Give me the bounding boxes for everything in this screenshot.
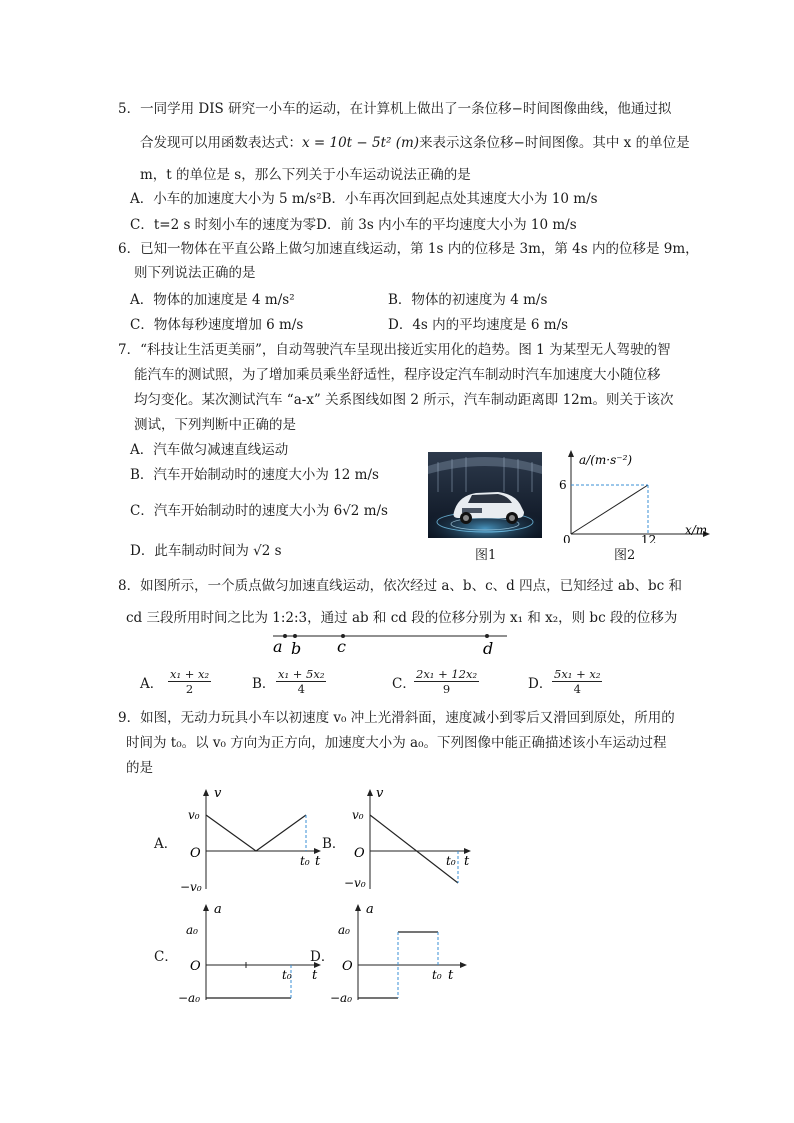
graph-line: [571, 485, 648, 534]
graph-d-t-label: t: [448, 968, 454, 983]
q6-option-b: B．物体的初速度为 4 m/s: [388, 292, 548, 308]
graph-d-t-arrow: [460, 962, 467, 968]
q7-option-a: A．汽车做匀减速直线运动: [130, 442, 289, 458]
q6-option-c: C．物体每秒速度增加 6 m/s: [130, 317, 304, 333]
figure2-ax-graph: [555, 448, 715, 543]
q7-option-b: B．汽车开始制动时的速度大小为 12 m/s: [130, 467, 379, 483]
graph-d-t0-label: t₀: [432, 968, 442, 982]
q9-option-a-label: A．: [154, 836, 178, 852]
graph-b-t0-label: t₀: [446, 854, 456, 868]
q8-option-b-num: x₁ + 5x₂: [278, 667, 325, 681]
q8-option-b-label: B．: [252, 676, 276, 692]
q8-option-a-label: A．: [140, 676, 164, 692]
q5-options-cd: C．t=2 s 时刻小车的速度为零D．前 3s 内小车的平均速度大小为 10 m/s: [130, 217, 577, 233]
q8-option-d-den: 4: [573, 682, 581, 696]
graph-c-t0-label: t₀: [282, 968, 292, 982]
q9-option-c-label: C．: [154, 949, 178, 965]
graph-c-a-arrow: [203, 904, 209, 911]
q7-line4: 测试，下列判断中正确的是: [134, 417, 296, 433]
q8-line1: 8．如图所示，一个质点做匀加速直线运动，依次经过 a、b、c、d 四点，已知经过 ab、bc 和: [118, 578, 683, 594]
q8-option-d-fraction: [552, 667, 602, 696]
point-b-label: b: [291, 639, 302, 658]
q7-option-c: C．汽车开始制动时的速度大小为 6√2 m/s: [130, 503, 388, 519]
graph-a-curve: [206, 815, 306, 851]
graph-b-v0-label: v₀: [352, 808, 364, 822]
point-a-dot: [283, 634, 287, 638]
q8-option-a-fraction: [168, 667, 211, 696]
point-d-dot: [485, 634, 489, 638]
q8-line2: cd 三段所用时间之比为 1:2:3，通过 ab 和 cd 段的位移分别为 x₁ 和 x₂，则 bc 段的位移为: [126, 610, 678, 626]
graph-b-t-label: t: [464, 854, 470, 869]
q6-line2: 则下列说法正确的是: [134, 265, 256, 281]
q8-points-diagram: [265, 626, 515, 658]
graph-c-origin: O: [190, 959, 201, 974]
q9-option-d-label: D．: [310, 949, 335, 965]
graph-c-neg-a0-label: −a₀: [178, 991, 201, 1005]
graph-c-a0-label: a₀: [186, 923, 198, 937]
q5-line2-b: 来表示这条位移−时间图像。其中 x 的单位是: [419, 135, 690, 151]
q8-option-d-num: 5x₁ + x₂: [554, 667, 601, 681]
graph-a-t-label: t: [315, 854, 321, 869]
y-axis-label: a/(m·s⁻²): [579, 453, 633, 467]
q8-option-d-label: D．: [528, 676, 553, 692]
point-c-label: c: [337, 637, 346, 656]
q7-option-d: D．此车制动时间为 √2 s: [130, 543, 282, 559]
q8-option-c-label: C．: [392, 676, 416, 692]
q8-option-c-den: 9: [442, 682, 451, 696]
q6-option-a: A．物体的加速度是 4 m/s²: [130, 292, 295, 308]
graph-b-v-arrow: [367, 789, 373, 796]
q8-option-c-num: 2x₁ + 12x₂: [416, 667, 478, 681]
q9-line1: 9．如图，无动力玩具小车以初速度 v₀ 冲上光滑斜面，速度减小到零后又滑回到原处，所用的: [118, 710, 675, 726]
graph-a-v-arrow: [203, 789, 209, 796]
car-photo-illustration: [428, 452, 542, 538]
graph-b-curve: [370, 815, 458, 883]
q9-graph-b: [340, 785, 480, 897]
figure1-caption: 图1: [475, 548, 497, 563]
point-d-label: d: [483, 639, 494, 658]
graph-c-t-label: t: [312, 968, 318, 983]
graph-d-neg-a0-label: −a₀: [330, 991, 353, 1005]
y-tick-label: 6: [559, 478, 567, 492]
graph-c-a-label: a: [214, 902, 222, 917]
q8-option-b-den: 4: [297, 682, 305, 696]
graph-a-origin: O: [190, 846, 201, 861]
q5-formula: x = 10t − 5t² (m): [302, 135, 420, 151]
q9-option-b-label: B．: [322, 836, 346, 852]
q5-line3: m，t 的单位是 s，那么下列关于小车运动说法正确的是: [140, 167, 471, 183]
q6-option-d: D．4s 内的平均速度是 6 m/s: [388, 317, 569, 333]
point-a-label: a: [273, 637, 283, 656]
graph-b-v-label: v: [376, 786, 384, 801]
x-tick-label: 12: [641, 533, 657, 543]
q9-graph-d: [328, 900, 478, 1008]
graph-d-a-arrow: [355, 904, 361, 911]
q8-option-c-fraction: [414, 667, 479, 696]
graph-b-origin: O: [354, 846, 365, 861]
graph-a-neg-v0-label: −v₀: [180, 880, 202, 894]
graph-a-v-label: v: [214, 786, 222, 801]
graph-a-t0-label: t₀: [300, 854, 310, 868]
q9-graph-a: [172, 785, 332, 897]
q9-graph-c: [172, 900, 335, 1008]
q5-line2-a: 合发现可以用函数表达式：: [140, 135, 302, 151]
q7-line1: 7．“科技让生活更美丽”，自动驾驶汽车呈现出接近实用化的趋势。图 1 为某型无人驾驶的智: [118, 342, 671, 358]
figure2-caption: 图2: [614, 548, 636, 563]
q7-line2: 能汽车的测试照，为了增加乘员乘坐舒适性，程序设定汽车制动时汽车加速度大小随位移: [134, 367, 661, 383]
q5-line2: [140, 134, 690, 152]
q5-line1: 5．一同学用 DIS 研究一小车的运动，在计算机上做出了一条位移−时间图像曲线，他通过拟: [118, 101, 672, 117]
q5-options-ab: A．小车的加速度大小为 5 m/s²B．小车再次回到起点处其速度大小为 10 m/s: [130, 191, 598, 207]
x-axis-label: x/m: [685, 523, 708, 537]
q7-line3: 均匀变化。某次测试汽车 “a-x” 关系图线如图 2 所示，汽车制动距离即 12m。则关于该次: [134, 392, 674, 408]
point-b-dot: [293, 634, 297, 638]
car-test-photo: [428, 452, 542, 538]
q6-line1: 6．已知一物体在平直公路上做匀加速直线运动，第 1s 内的位移是 3m，第 4s 内的位移是 9m，: [118, 241, 699, 257]
origin-label: 0: [563, 533, 571, 543]
q9-line3: 的是: [126, 760, 153, 776]
graph-a-v0-label: v₀: [188, 808, 200, 822]
graph-b-neg-v0-label: −v₀: [344, 876, 366, 890]
q9-line2: 时间为 t₀。以 v₀ 方向为正方向，加速度大小为 a₀。下列图像中能正确描述该小车运动过程: [126, 735, 667, 751]
graph-d-origin: O: [342, 959, 353, 974]
q8-option-a-den: 2: [185, 682, 194, 696]
y-axis-arrow: [568, 450, 574, 457]
q8-option-a-num: x₁ + x₂: [170, 667, 210, 681]
graph-d-a0-label: a₀: [338, 923, 350, 937]
q8-option-b-fraction: [276, 667, 326, 696]
graph-d-a-label: a: [366, 902, 374, 917]
